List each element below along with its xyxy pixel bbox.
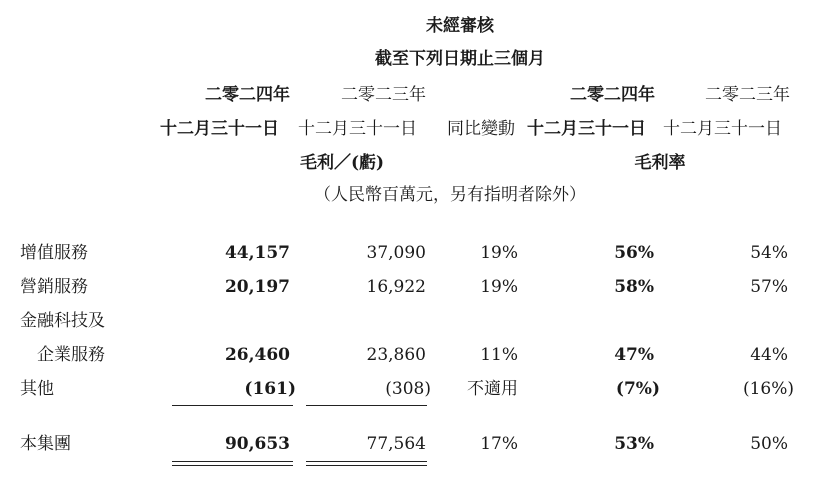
- gp-2024-cell: (161): [244, 379, 296, 399]
- row-label: 營銷服務: [20, 277, 88, 297]
- gross-margin-heading: 毛利率: [634, 153, 686, 173]
- period-heading: 截至下列日期止三個月: [375, 49, 545, 69]
- yoy-cell: 不適用: [467, 379, 518, 399]
- gm-2024-cell: 47%: [614, 345, 654, 365]
- gp-2023-cell: 37,090: [366, 243, 426, 263]
- yoy-total: 17%: [480, 434, 518, 454]
- unaudited-heading: 未經審核: [426, 16, 494, 36]
- gp-2024-cell: 26,460: [224, 345, 290, 365]
- gm-2023-cell: 54%: [750, 243, 788, 263]
- total-rule-2024-top: [172, 461, 293, 462]
- total-label: 本集團: [20, 434, 71, 454]
- gm-2023-total: 50%: [750, 434, 788, 454]
- gm-2024-cell: (7%): [615, 379, 660, 399]
- yoy-change-heading: 同比變動: [447, 119, 515, 139]
- gp-2023-cell: 16,922: [366, 277, 426, 297]
- gm-2024-total: 53%: [614, 434, 654, 454]
- row-label: 增值服務: [20, 243, 88, 263]
- col-gp-2024-date: 十二月三十一日: [160, 119, 279, 139]
- row-label-continued: 企業服務: [37, 345, 105, 365]
- col-gp-2023-year: 二零二三年: [341, 85, 426, 105]
- col-gp-2023-date: 十二月三十一日: [298, 119, 417, 139]
- yoy-cell: 19%: [480, 243, 518, 263]
- col-gm-2024-year: 二零二四年: [570, 85, 655, 105]
- unit-note: （人民幣百萬元，另有指明者除外）: [314, 185, 586, 205]
- total-rule-2023-top: [306, 461, 427, 462]
- gm-2023-cell: 44%: [750, 345, 788, 365]
- subtotal-rule-2024: [172, 405, 293, 406]
- gp-2024-cell: 44,157: [224, 243, 290, 263]
- col-gm-2023-date: 十二月三十一日: [663, 119, 782, 139]
- gross-profit-heading: 毛利／(虧): [299, 153, 385, 173]
- gp-2023-cell: 23,860: [366, 345, 426, 365]
- subtotal-rule-2023: [306, 405, 427, 406]
- col-gp-2024-year: 二零二四年: [205, 85, 290, 105]
- gp-2023-cell: (308): [385, 379, 431, 399]
- gm-2023-cell: (16%): [742, 379, 794, 399]
- col-gm-2024-date: 十二月三十一日: [527, 119, 646, 139]
- total-rule-2023-bottom: [306, 465, 427, 466]
- row-label: 其他: [20, 379, 54, 399]
- yoy-cell: 11%: [480, 345, 518, 365]
- col-gm-2023-year: 二零二三年: [705, 85, 790, 105]
- gp-2024-cell: 20,197: [224, 277, 290, 297]
- gp-2024-total: 90,653: [224, 434, 290, 454]
- yoy-cell: 19%: [480, 277, 518, 297]
- gm-2024-cell: 56%: [614, 243, 654, 263]
- row-label: 金融科技及: [20, 311, 105, 331]
- total-rule-2024-bottom: [172, 465, 293, 466]
- gp-2023-total: 77,564: [366, 434, 426, 454]
- gm-2024-cell: 58%: [614, 277, 654, 297]
- gm-2023-cell: 57%: [750, 277, 788, 297]
